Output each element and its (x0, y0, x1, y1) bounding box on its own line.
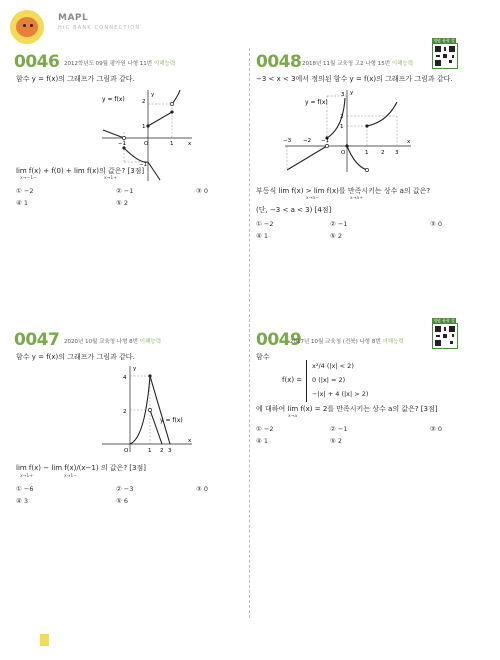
option-3[interactable]: ③ 0 (196, 187, 209, 195)
logo-eye-icon (23, 24, 26, 27)
option-3[interactable]: ③ 0 (430, 425, 443, 433)
option-1[interactable]: ① −2 (256, 220, 274, 228)
option-1[interactable]: ① −2 (16, 187, 34, 195)
svg-text:3: 3 (168, 448, 172, 454)
svg-text:2: 2 (340, 114, 344, 120)
case-1: x²/4 (|x| < 2) (312, 362, 354, 370)
page-marker (40, 634, 49, 646)
option-5[interactable]: ⑤ 2 (330, 232, 343, 240)
problem-expression: lim f(x) + f(0) + lim f(x)의 값은? [3점] (16, 167, 145, 175)
option-1[interactable]: ① −2 (256, 425, 274, 433)
qr-label: 개념 유형 강 (433, 38, 455, 43)
qr-label: 개념 유형 강 (433, 318, 455, 323)
graph-0047 (100, 364, 195, 454)
problem-text: 함수 (256, 353, 270, 361)
problem-text: 함수 y = f(x)의 그래프가 그림과 같다. (16, 75, 135, 83)
brand-subtitle: HIC BANK CONNECTION (58, 25, 141, 31)
problem-expression: lim f(x) − lim f(x)/(x−1) 의 값은? [3점] (16, 464, 146, 472)
limit-subscript: x→1+ (104, 176, 118, 181)
option-4[interactable]: ④ 1 (16, 199, 29, 207)
function-label: f(x) = (282, 376, 303, 384)
problem-text: −3 < x < 3에서 정의된 함수 y = f(x)의 그래프가 그림과 같다. (256, 75, 453, 83)
svg-text:1: 1 (148, 448, 152, 454)
qr-code[interactable] (432, 38, 458, 69)
svg-text:y = f(x): y = f(x) (160, 417, 183, 424)
svg-text:−3: −3 (283, 138, 292, 144)
svg-text:2: 2 (123, 409, 127, 415)
svg-text:O: O (341, 150, 346, 156)
problem-expression: 에 대하여 lim f(x) = 2를 만족시키는 상수 a의 값은? [3점] (256, 405, 438, 413)
svg-text:O: O (124, 448, 129, 454)
svg-text:y: y (133, 366, 137, 372)
option-4[interactable]: ④ 1 (256, 232, 269, 240)
option-4[interactable]: ④ 1 (256, 437, 269, 445)
option-2[interactable]: ② −3 (116, 485, 134, 493)
svg-text:y = f(x): y = f(x) (102, 96, 125, 103)
svg-text:−2: −2 (303, 138, 312, 144)
svg-text:1: 1 (170, 141, 174, 147)
problem-number: 0048 (256, 52, 302, 72)
problem-condition: (단, −3 < a < 3) [4점] (256, 206, 332, 214)
svg-text:y: y (151, 92, 155, 98)
svg-text:2: 2 (160, 448, 164, 454)
problem-number: 0046 (14, 52, 60, 72)
option-1[interactable]: ① −6 (16, 485, 34, 493)
svg-text:1: 1 (142, 124, 146, 130)
svg-text:x: x (188, 141, 192, 147)
logo-lion-icon (16, 17, 38, 37)
limit-subscript: x→a+ (350, 196, 363, 201)
option-3[interactable]: ③ 0 (430, 220, 443, 228)
problem-number: 0047 (14, 330, 60, 350)
limit-subscript: x→a− (306, 196, 319, 201)
svg-text:y: y (350, 90, 354, 96)
problem-source: 2018년 11월 교육청 고2 나형 15번 이해능력 (302, 61, 414, 67)
limit-subscript: x→1− (64, 474, 78, 479)
svg-text:4: 4 (123, 375, 127, 381)
graph-0048 (283, 88, 413, 173)
svg-text:1: 1 (340, 124, 344, 130)
brand-name: MAPL (58, 13, 89, 23)
logo-eye-icon (30, 24, 33, 27)
problem-source: 2017년 10월 교육청 (전북) 나형 8번 이해능력 (290, 339, 404, 345)
option-4[interactable]: ④ 3 (16, 497, 29, 505)
svg-text:2: 2 (142, 99, 146, 105)
qr-code[interactable] (432, 318, 458, 349)
piecewise-brace (306, 360, 308, 402)
svg-text:O: O (144, 141, 149, 147)
option-5[interactable]: ⑤ 2 (330, 437, 343, 445)
case-2: 0 (|x| = 2) (312, 376, 346, 384)
svg-text:x: x (188, 438, 192, 444)
problem-expression: 부등식 lim f(x) > lim f(x)를 만족시키는 상수 a의 값은? (256, 187, 431, 195)
svg-text:x: x (407, 139, 411, 145)
option-5[interactable]: ⑤ 6 (116, 497, 129, 505)
limit-subscript: x→−1− (20, 176, 37, 181)
svg-text:3: 3 (395, 150, 399, 156)
qr-code-icon (432, 323, 458, 349)
column-divider (249, 48, 250, 618)
svg-text:1: 1 (365, 150, 369, 156)
case-3: −|x| + 4 (|x| > 2) (312, 390, 369, 398)
svg-text:−1: −1 (139, 162, 148, 168)
option-3[interactable]: ③ 0 (196, 485, 209, 493)
option-2[interactable]: ② −1 (330, 220, 348, 228)
option-2[interactable]: ② −1 (116, 187, 134, 195)
limit-subscript: x→1+ (20, 474, 34, 479)
svg-text:3: 3 (341, 92, 345, 98)
limit-subscript: x→a (288, 414, 298, 419)
svg-text:2: 2 (381, 150, 385, 156)
problem-number: 0049 (256, 330, 302, 350)
option-5[interactable]: ⑤ 2 (116, 199, 129, 207)
svg-text:y = f(x): y = f(x) (305, 99, 328, 106)
problem-source: 2020년 10월 교육청 나형 8번 이해능력 (64, 339, 162, 345)
problem-text: 함수 y = f(x)의 그래프가 그림과 같다. (16, 353, 135, 361)
qr-code-icon (432, 43, 458, 69)
option-2[interactable]: ② −1 (330, 425, 348, 433)
problem-source: 2012학년도 09월 평가원 나형 11번 이해능력 (64, 61, 176, 67)
svg-text:−1: −1 (321, 138, 330, 144)
svg-text:−1: −1 (118, 141, 127, 147)
